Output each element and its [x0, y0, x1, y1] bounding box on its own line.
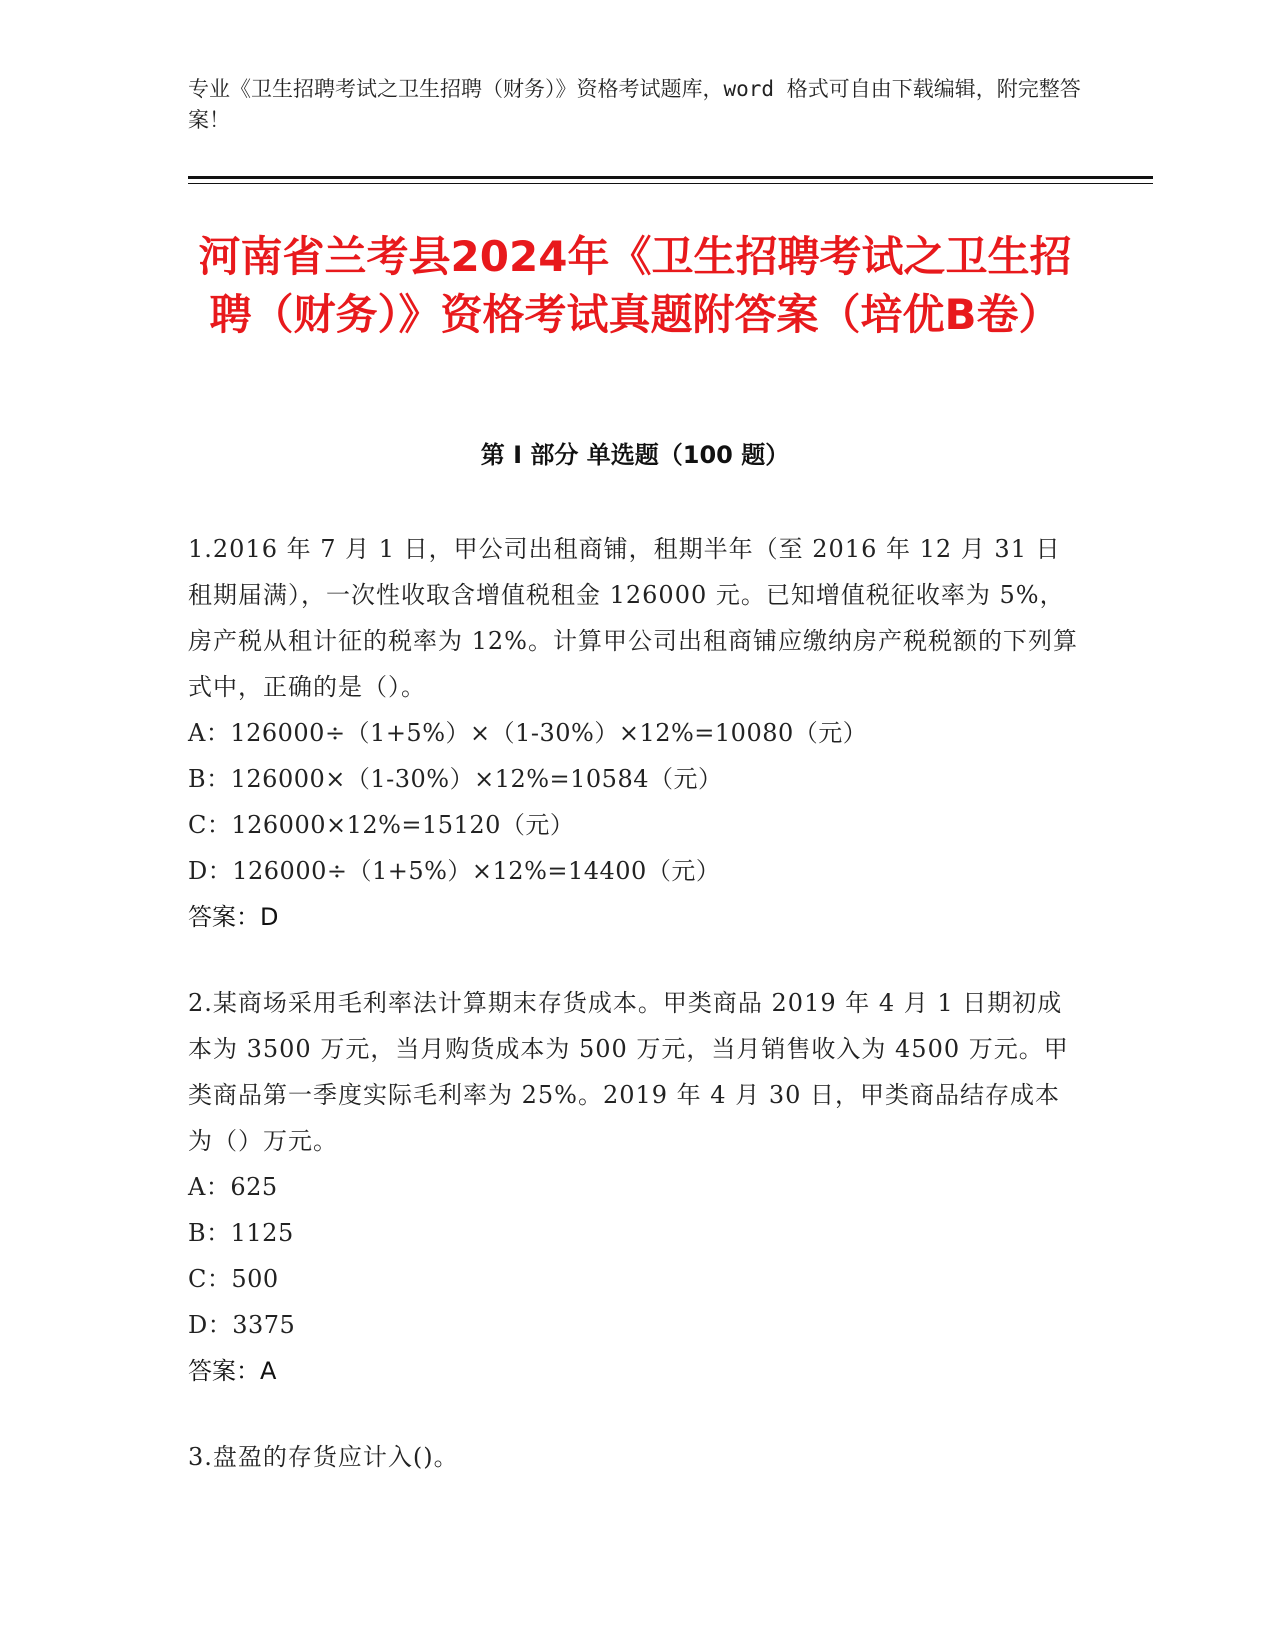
- question-2-option-a: A：625: [188, 1173, 278, 1201]
- question-1-answer: 答案：D: [188, 903, 279, 931]
- header-note: 专业《卫生招聘考试之卫生招聘（财务）》资格考试题库，word 格式可自由下载编辑，附完整答案！: [188, 77, 1081, 132]
- question-2-option-b: B：1125: [188, 1219, 294, 1247]
- question-2: [188, 980, 1078, 1394]
- question-3-stem: 3.盘盈的存货应计入()。: [188, 1443, 459, 1471]
- question-3: [188, 1434, 1078, 1480]
- question-2-answer: 答案：A: [188, 1357, 277, 1385]
- question-2-stem: 2.某商场采用毛利率法计算期末存货成本。甲类商品 2019 年 4 月 1 日期初成本为 3500 万元，当月购货成本为 500 万元，当月销售收入为 4500 万元。甲类商品第一季度实际毛利率为 25%。2019 年 4 月 30 日，甲类商品结存成本为（）万元。: [188, 989, 1069, 1155]
- question-2-option-c: C：500: [188, 1265, 279, 1293]
- question-1-option-c: C：126000×12%=15120（元）: [188, 811, 575, 839]
- header-divider-thin: [188, 183, 1153, 184]
- question-1: [188, 526, 1078, 940]
- section-title: 第 I 部分 单选题（100 题）: [480, 441, 790, 469]
- question-2-option-d: D：3375: [188, 1311, 296, 1339]
- header-divider-thick: [188, 176, 1153, 179]
- question-1-option-b: B：126000×（1-30%）×12%=10584（元）: [188, 765, 723, 793]
- document-title: 河南省兰考县2024年《卫生招聘考试之卫生招聘（财务）》资格考试真题附答案（培优B卷）: [198, 232, 1072, 339]
- question-1-stem: 1.2016 年 7 月 1 日，甲公司出租商铺，租期半年（至 2016 年 12 月 31 日租期届满），一次性收取含增值税租金 126000 元。已知增值税征收率为 5%，房产税从租计征的税率为 12%。计算甲公司出租商铺应缴纳房产税税额的下列算式中，正确的是（）。: [188, 535, 1078, 701]
- question-1-option-a: A：126000÷（1+5%）×（1-30%）×12%=10080（元）: [188, 719, 868, 747]
- question-1-option-d: D：126000÷（1+5%）×12%=14400（元）: [188, 857, 721, 885]
